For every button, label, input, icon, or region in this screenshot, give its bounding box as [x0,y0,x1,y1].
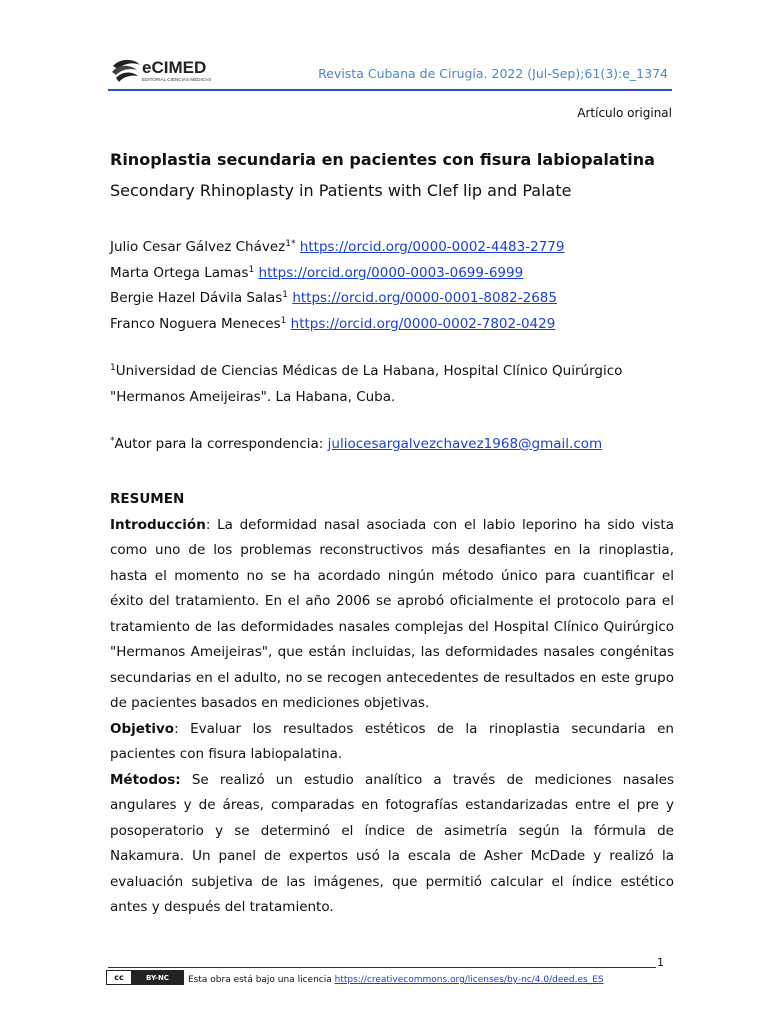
section-label: Objetivo [110,720,175,737]
abstract-introduction [110,513,674,717]
affiliation [110,358,670,410]
author-list [110,235,564,337]
logo-subtext: EDITORIAL CIENCIAS MÉDICAS [142,77,212,82]
abstract-heading: RESUMEN [110,491,185,507]
section-label: Métodos: [110,771,181,788]
page-number: 1 [657,956,664,969]
title-english: Secondary Rhinoplasty in Patients with Clef lip and Palate [110,181,572,200]
author-row [110,312,564,338]
license-text: Esta obra está bajo una licencia [188,975,335,985]
affiliation-text: Universidad de Ciencias Médicas de La Habana, Hospital Clínico Quirúrgico "Hermanos Ameijeiras". La Habana, Cuba. [110,363,623,405]
section-label: Introducción [110,516,206,533]
correspondence-label: Autor para la correspondencia: [114,436,328,452]
correspondence-email-link[interactable]: juliocesargalvezchavez1968@gmail.com [327,436,603,452]
orcid-link[interactable]: https://orcid.org/0000-0001-8082-2685 [292,290,557,306]
author-name: Bergie Hazel Dávila Salas [110,290,283,306]
author-row [110,235,564,261]
journal-reference: Revista Cubana de Cirugía. 2022 (Jul-Sep);61(3):e_1374 [318,66,668,81]
correspondence-superscript: * [110,436,115,446]
cc-license-badge [106,970,184,985]
author-name: Julio Cesar Gálvez Chávez [110,239,286,255]
orcid-link[interactable]: https://orcid.org/0000-0002-7802-0429 [290,315,556,332]
header-divider [108,89,672,91]
section-text: : Evaluar los resultados estéticos de la rinoplastia secundaria en pacientes con fisura labiopalatina. [110,720,674,762]
author-superscript: 1* [285,239,296,249]
title-spanish: Rinoplastia secundaria en pacientes con fisura labiopalatina [110,150,655,169]
logo-mark-icon [112,60,140,82]
author-row [110,261,564,287]
author-row [110,286,564,312]
abstract [110,487,674,921]
orcid-link[interactable]: https://orcid.org/0000-0003-0699-6999 [258,264,524,281]
cc-icon: cc [107,971,132,984]
section-text: Se realizó un estudio analítico a través de mediciones nasales angulares y de áreas, comparadas en fotografías estandarizadas entre el pre y posoperatorio y se determinó el índice de asimetría según la fórmula de Nakamura. Un panel de expertos usó la escala de Asher McDade y realizó la evaluación subjetiva de las imágenes, que permitió calcular el índice estético antes y después del tratamiento. [110,771,674,915]
orcid-link[interactable]: https://orcid.org/0000-0002-4483-2779 [299,239,565,255]
correspondence [110,436,602,452]
author-superscript: 1 [282,290,289,300]
abstract-methods [110,768,674,921]
logo-text: eCIMED [142,58,207,77]
license-notice [188,975,604,985]
affiliation-superscript: 1 [110,363,116,373]
author-superscript: 1 [280,315,287,326]
by-nc-label: BY-NC [132,971,183,984]
author-name: Franco Noguera Meneces [110,315,281,332]
ecimed-logo [110,56,240,88]
footer-divider [108,967,656,968]
article-type-label: Artículo original [577,106,672,120]
abstract-objective [110,717,674,768]
author-superscript: 1 [248,264,255,275]
author-name: Marta Ortega Lamas [110,264,249,281]
license-link[interactable]: https://creativecommons.org/licenses/by-nc/4.0/deed.es_ES [334,975,604,985]
section-text: : La deformidad nasal asociada con el labio leporino ha sido vista como uno de los problemas reconstructivos más desafiantes en la rinoplastia, hasta el momento no se ha acordado ningún método único para cuantificar el éxito del tratamiento. En el año 2006 se aprobó oficialmente el protocolo para el tratamiento de las deformidades nasales complejas del Hospital Clínico Quirúrgico "Hermanos Ameijeiras", que están incluidas, las deformidades nasales congénitas secundarias en el adulto, no se recogen antecedentes de resultados en este grupo de pacientes basados en mediciones objetivas. [110,516,674,711]
